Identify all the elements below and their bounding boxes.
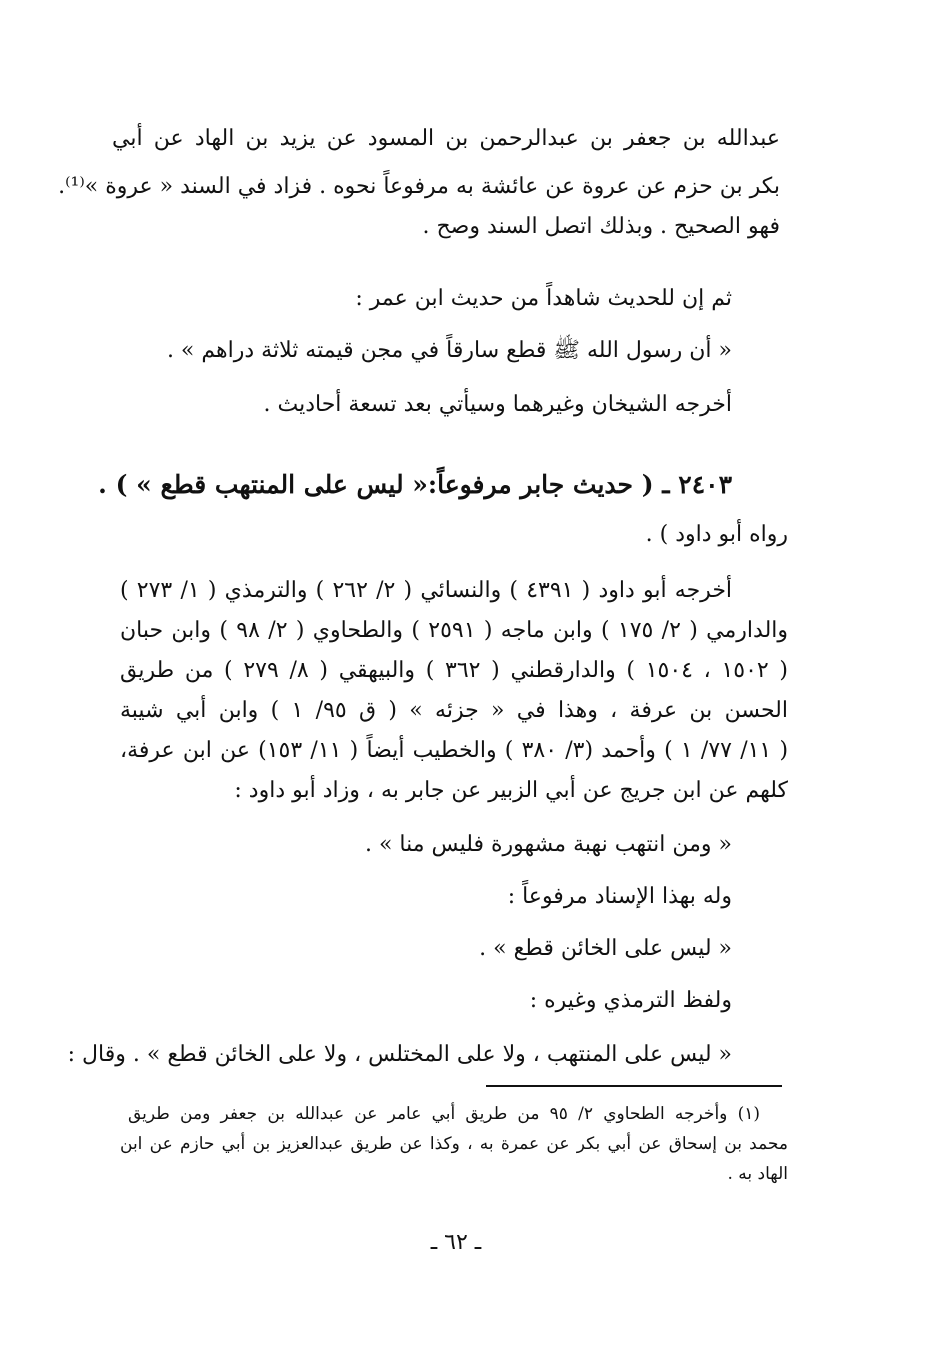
paragraph2-line-1: ثم إن للحديث شاهداً من حديث ابن عمر :: [355, 286, 732, 311]
hadith-narration: رواه أبو داود ) .: [645, 522, 788, 547]
footnote-line-2: محمد بن إسحاق عن أبي بكر عن عمرة به ، وكذا عن طريق عبدالعزيز بن أبي حازم عن ابن: [120, 1134, 788, 1154]
takhrij-line-2: والدارمي ( ٢/ ١٧٥ ) وابن ماجه ( ٢٥٩١ ) والطحاوي ( ٢/ ٩٨ ) وابن حبان: [120, 618, 789, 643]
paragraph1-line-3: فهو الصحيح . وبذلك اتصل السند وصح .: [422, 214, 780, 239]
footnote-separator: [486, 1085, 782, 1087]
addition-line-2: وله بهذا الإسناد مرفوعاً :: [507, 884, 732, 909]
paragraph1-line-2: بكر بن حزم عن عروة عن عائشة به مرفوعاً نحوه . فزاد في السند « عروة »⁽¹⁾.: [58, 174, 780, 199]
paragraph2-quote: « أن رسول الله ﷺ قطع سارقاً في مجن قيمته ثلاثة دراهم » .: [166, 338, 732, 363]
paragraph2-line-3: أخرجه الشيخان وغيرهما وسيأتي بعد تسعة أحاديث .: [263, 392, 732, 417]
footnote-line-1: (١) وأخرجه الطحاوي ٢/ ٩٥ من طريق أبي عامر عن عبدالله بن جعفر ومن طريق: [128, 1104, 760, 1124]
addition-quote-5: « ليس على المنتهب ، ولا على المختلس ، ولا على الخائن قطع » . وقال :: [67, 1042, 732, 1067]
takhrij-line-4: الحسن بن عرفة ، وهذا في « جزئه » ( ق ٩٥/ ١ ) وابن أبي شيبة: [120, 698, 788, 723]
takhrij-line-5: ( ١١/ ٧٧/ ١ ) وأحمد (٣/ ٣٨٠ ) والخطيب أيضاً ( ١١/ ١٥٣) عن ابن عرفة،: [120, 738, 789, 763]
addition-line-4: ولفظ الترمذي وغيره :: [529, 988, 732, 1013]
hadith-heading: ٢٤٠٣ ـ ( حديث جابر مرفوعاً:« ليس على المنتهب قطع » ) .: [98, 470, 732, 499]
takhrij-line-6: كلهم عن ابن جريج عن أبي الزبير عن جابر به ، وزاد أبو داود :: [234, 778, 788, 803]
paragraph1-line-1: عبدالله بن جعفر بن عبدالرحمن بن المسود عن يزيد بن الهاد عن أبي: [112, 126, 780, 151]
takhrij-line-1: أخرجه أبو داود ( ٤٣٩١ ) والنسائي ( ٢/ ٢٦٢ ) والترمذي ( ١/ ٢٧٣ ): [120, 578, 733, 603]
page-number: ـ ٦٢ ـ: [430, 1230, 482, 1255]
addition-quote-3: « ليس على الخائن قطع » .: [479, 936, 732, 961]
addition-quote-1: « ومن انتهب نهبة مشهورة فليس منا » .: [364, 832, 732, 857]
footnote-line-3: الهاد به .: [727, 1164, 788, 1184]
takhrij-line-3: ( ١٥٠٢ ، ١٥٠٤ ) والدارقطني ( ٣٦٢ ) والبيهقي ( ٨/ ٢٧٩ ) من طريق: [120, 658, 788, 683]
